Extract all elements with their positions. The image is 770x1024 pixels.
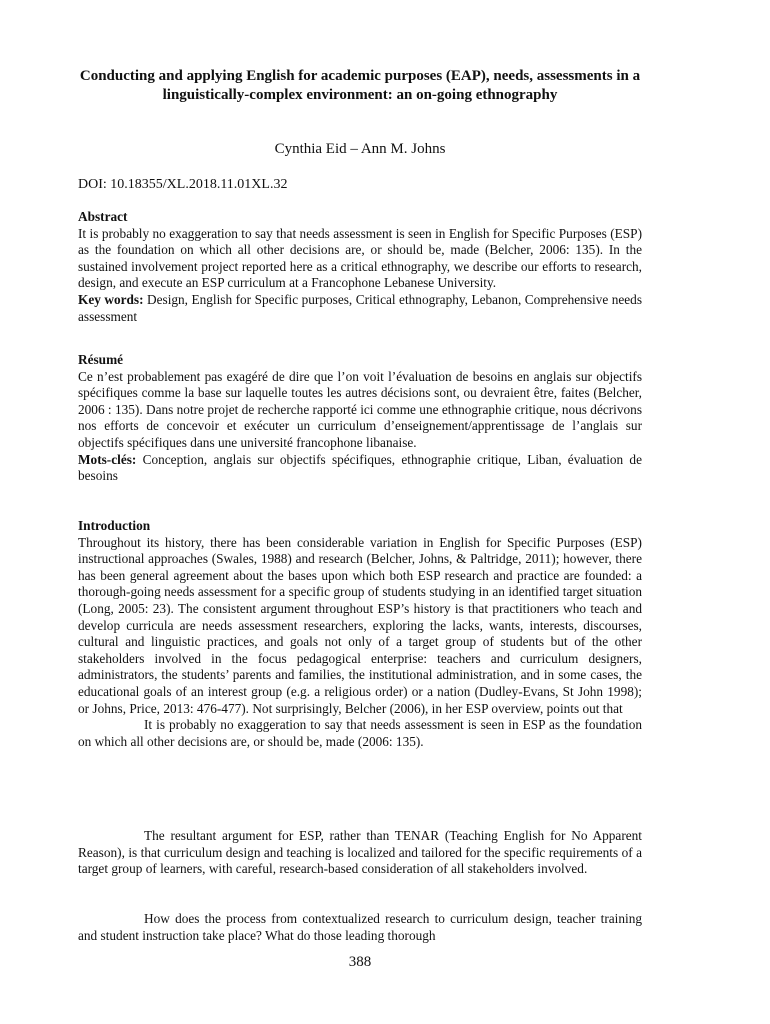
mots-cles-label: Mots-clés: (78, 451, 137, 467)
introduction-paragraph-2: The resultant argument for ESP, rather than TENAR (Teaching English for No Apparent Reason), is that curriculum design and teaching is localized and tailored for the specific requirements of a target group of learners, with careful, research-based consideration of all stakeholders involved. (78, 828, 642, 877)
abstract-heading: Abstract (78, 209, 128, 224)
page-number: 388 (348, 954, 372, 970)
mots-cles-text: Conception, anglais sur objectifs spécifiques, ethnographie critique, Liban, évaluation de besoins (78, 451, 642, 484)
paper-authors: Cynthia Eid – Ann M. Johns (274, 141, 446, 157)
keywords-label: Key words: (78, 291, 144, 307)
abstract-text: It is probably no exaggeration to say that needs assessment is seen in English for Specific Purposes (ESP) as the foundation on which all other decisions are, or should be, made (Belcher, 2006: 135). In the sustained involvement project reported here as a critical ethnography, we describe our efforts to research, design, and execute an ESP curriculum at a Francophone Lebanese University. (78, 225, 642, 291)
resume-text: Ce n’est probablement pas exagéré de dire que l’on voit l’évaluation de besoins en anglais sur objectifs spécifiques comme la base sur laquelle toutes les autres décisions sont, ou devraient être, faites (Belcher, 2006 : 135). Dans notre projet de recherche rapporté ici comme une ethnographie critique, nous décrivons nos efforts de concevoir et exécuter un curriculum d’enseignement/apprentissage de l’anglais sur objectifs spécifiques dans une université francophone libanaise. (78, 368, 642, 450)
keywords-text: Design, English for Specific purposes, Critical ethnography, Lebanon, Comprehensive needs assessment (78, 291, 642, 324)
abstract-keywords (78, 292, 642, 325)
block-quote: It is probably no exaggeration to say that needs assessment is seen in ESP as the foundation on which all other decisions are, or should be, made (2006: 135). (78, 717, 642, 749)
resume-heading: Résumé (78, 352, 124, 367)
introduction-heading: Introduction (78, 518, 151, 533)
resume-keywords (78, 452, 642, 485)
abstract-section (78, 209, 642, 325)
introduction-paragraph-3: How does the process from contextualized research to curriculum design, teacher training and student instruction take place? What do those leading thorough (78, 911, 642, 943)
resume-section (78, 352, 642, 485)
introduction-paragraph-1: Throughout its history, there has been considerable variation in English for Specific Purposes (ESP) instructional approaches (Swales, 1988) and research (Belcher, Johns, & Paltridge, 2011); however, there has been general agreement about the bases upon which both ESP research and practice are founded: a thorough-going needs assessment for a specific group of students studying in an identified target situation (Long, 2005: 23). The consistent argument throughout ESP’s history is that practitioners who teach and develop curricula are needs assessment researchers, exploring the lacks, wants, interests, discourses, cultural and linguistic practices, and goals not only of a target group of students but of the other stakeholders involved in the focus pedagogical enterprise: teachers and curriculum designers, administrators, the students’ parents and families, the institutional administration, and in some cases, the educational goals of an interest group (e.g. a religious order) or a nation (Dudley-Evans, St John 1998); or Johns, Price, 2013: 476-477). Not surprisingly, Belcher (2006), in her ESP overview, points out that (78, 534, 642, 716)
introduction-section (78, 518, 642, 750)
doi-line: DOI: 10.18355/XL.2018.11.01XL.32 (78, 177, 288, 192)
paper-title: Conducting and applying English for academic purposes (EAP), needs, assessments in a linguistically-complex environment: an on-going ethnography (79, 68, 641, 103)
